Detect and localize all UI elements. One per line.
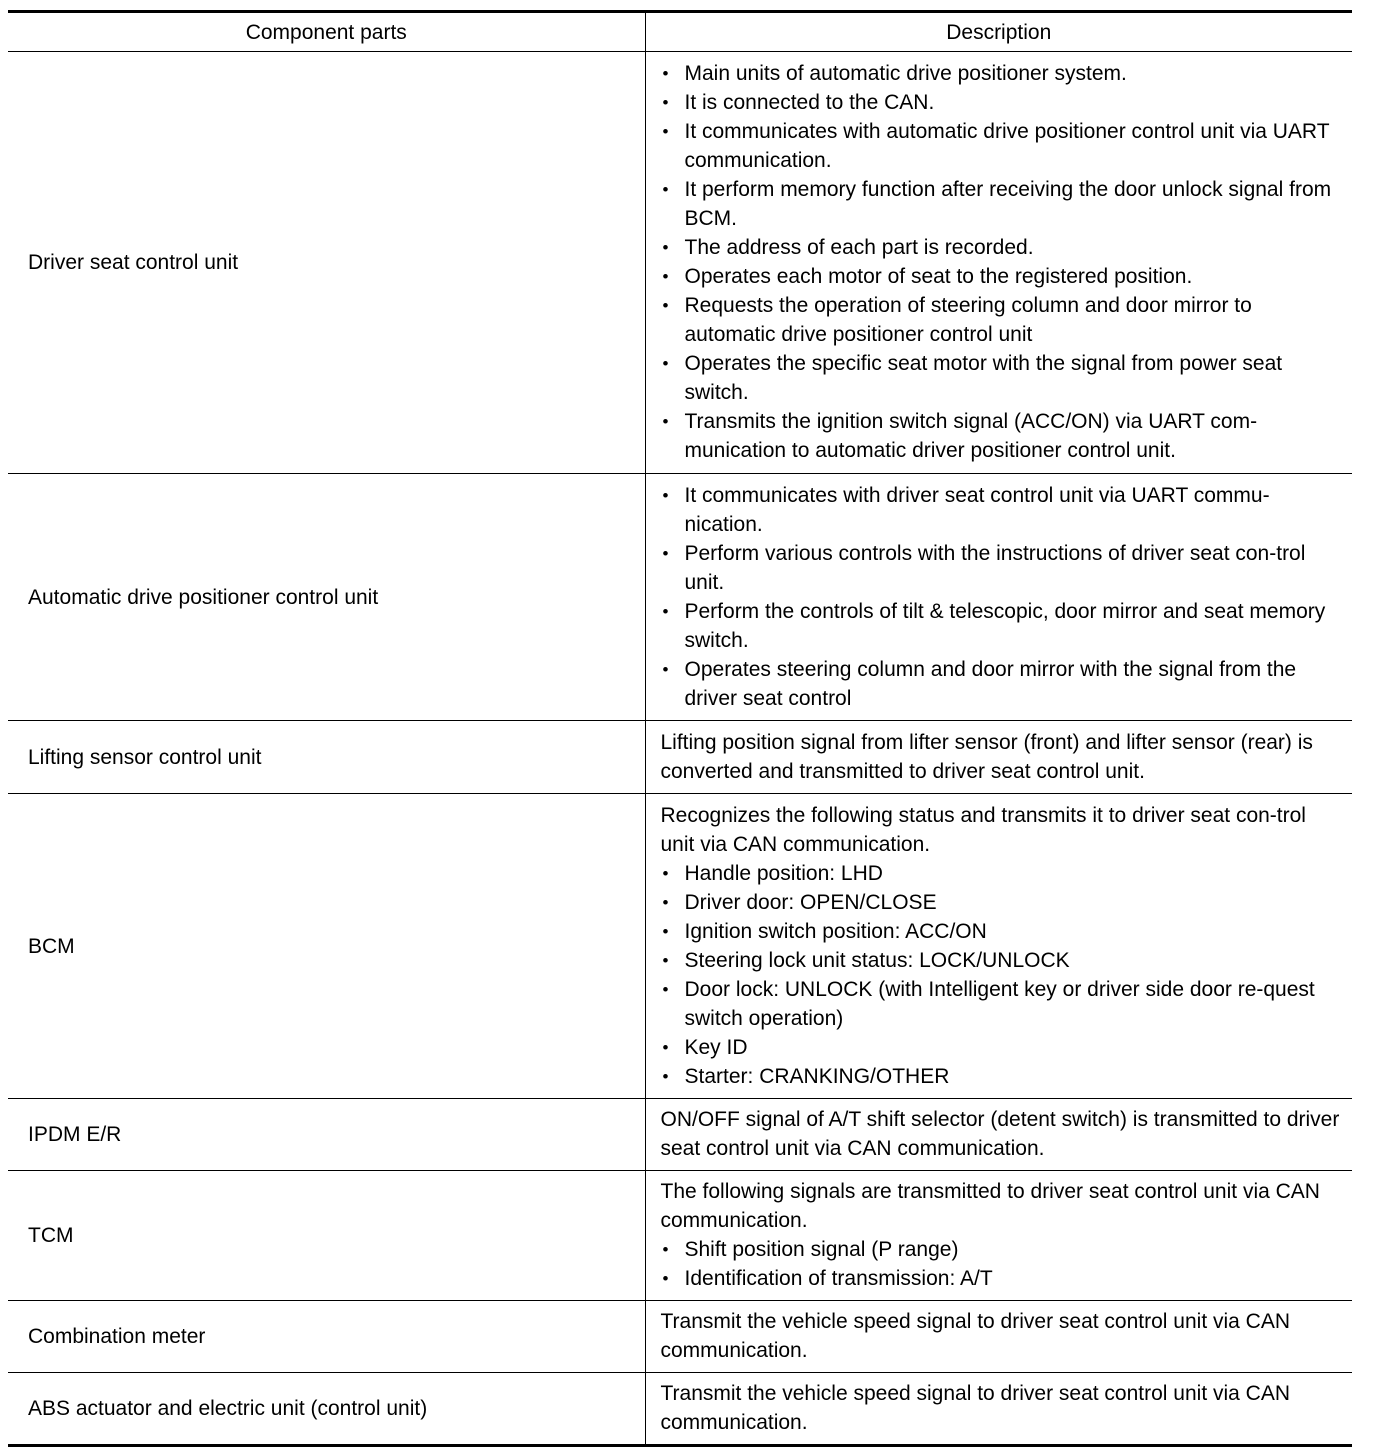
description-bullet-item: • Door lock: UNLOCK (with Intelligent key or driver side door re-quest switch operation) — [661, 975, 1345, 1033]
description-bullet-item: • It communicates with driver seat control unit via UART commu-nication. — [661, 481, 1345, 539]
description-bullet-item: • Operates each motor of seat to the registered position. — [661, 262, 1345, 291]
description-bullet-item: • Steering lock unit status: LOCK/UNLOCK — [661, 946, 1345, 975]
table-body — [8, 52, 1352, 1446]
component-part-cell: ABS actuator and electric unit (control unit) — [8, 1373, 645, 1446]
description-text: Transmit the vehicle speed signal to driver seat control unit via CAN communication. — [660, 1310, 1291, 1362]
description-cell — [645, 1171, 1352, 1301]
description-bullet-item: • Operates the specific seat motor with the signal from power seat switch. — [661, 349, 1345, 407]
table-row — [8, 1099, 1352, 1171]
description-bullet-item: • Starter: CRANKING/OTHER — [661, 1062, 1345, 1091]
description-bullet-item: • Operates steering column and door mirror with the signal from the driver seat control — [661, 655, 1345, 713]
table-row — [8, 721, 1352, 794]
description-text: ON/OFF signal of A/T shift selector (detent switch) is transmitted to driver seat control unit via CAN communication. — [660, 1108, 1340, 1160]
description-bullet-item: • Perform various controls with the instructions of driver seat con-trol unit. — [661, 539, 1345, 597]
table-header — [8, 12, 1352, 52]
description-text: Recognizes the following status and transmits it to driver seat con-trol unit via CAN communication. — [660, 803, 1306, 856]
table-row — [8, 1373, 1352, 1446]
description-bullet-item: • Transmits the ignition switch signal (ACC/ON) via UART com-munication to automatic driver positioner control unit. — [661, 407, 1345, 465]
description-bullet-list — [661, 1235, 1345, 1293]
description-bullet-item: • Requests the operation of steering column and door mirror to automatic drive positioner control unit — [661, 291, 1345, 349]
description-text: The following signals are transmitted to driver seat control unit via CAN communication. — [660, 1180, 1320, 1232]
description-bullet-item: • It perform memory function after receiving the door unlock signal from BCM. — [661, 175, 1345, 233]
description-cell — [645, 1373, 1352, 1446]
header-row — [8, 12, 1352, 52]
table-row — [8, 1171, 1352, 1301]
description-bullet-item: • It is connected to the CAN. — [661, 88, 1345, 117]
description-bullet-list — [661, 481, 1345, 713]
component-part-cell: IPDM E/R — [8, 1099, 645, 1171]
component-part-cell: Lifting sensor control unit — [8, 721, 645, 794]
description-bullet-item: • Perform the controls of tilt & telescopic, door mirror and seat memory switch. — [661, 597, 1345, 655]
header-description: Description — [645, 12, 1352, 52]
component-part-cell: Combination meter — [8, 1301, 645, 1373]
description-text: Transmit the vehicle speed signal to driver seat control unit via CAN communication. — [660, 1382, 1291, 1434]
header-component-parts: Component parts — [8, 12, 645, 52]
description-cell — [645, 52, 1352, 474]
description-bullet-item: • Main units of automatic drive positioner system. — [661, 59, 1345, 88]
description-bullet-item: • Key ID — [661, 1033, 1345, 1062]
description-bullet-item: • Shift position signal (P range) — [661, 1235, 1345, 1264]
description-bullet-item: • Identification of transmission: A/T — [661, 1264, 1345, 1293]
component-part-cell: Automatic drive positioner control unit — [8, 474, 645, 721]
description-cell — [645, 474, 1352, 721]
component-part-cell: Driver seat control unit — [8, 52, 645, 474]
description-bullet-item: • The address of each part is recorded. — [661, 233, 1345, 262]
description-cell — [645, 1301, 1352, 1373]
table-row — [8, 474, 1352, 721]
component-description-table — [8, 10, 1352, 1447]
component-part-cell: TCM — [8, 1171, 645, 1301]
table-row — [8, 1301, 1352, 1373]
description-bullet-item: • Driver door: OPEN/CLOSE — [661, 888, 1345, 917]
description-bullet-list — [661, 859, 1345, 1091]
description-bullet-list — [661, 59, 1345, 465]
description-cell — [645, 1099, 1352, 1171]
description-cell — [645, 721, 1352, 794]
description-cell — [645, 794, 1352, 1099]
table-row — [8, 52, 1352, 474]
description-bullet-item: • Ignition switch position: ACC/ON — [661, 917, 1345, 946]
description-bullet-item: • Handle position: LHD — [661, 859, 1345, 888]
table-row — [8, 794, 1352, 1099]
component-part-cell: BCM — [8, 794, 645, 1099]
description-text: Lifting position signal from lifter sensor (front) and lifter sensor (rear) is converted and transmitted to driver seat control unit. — [660, 730, 1313, 783]
description-bullet-item: • It communicates with automatic drive positioner control unit via UART communication. — [661, 117, 1345, 175]
